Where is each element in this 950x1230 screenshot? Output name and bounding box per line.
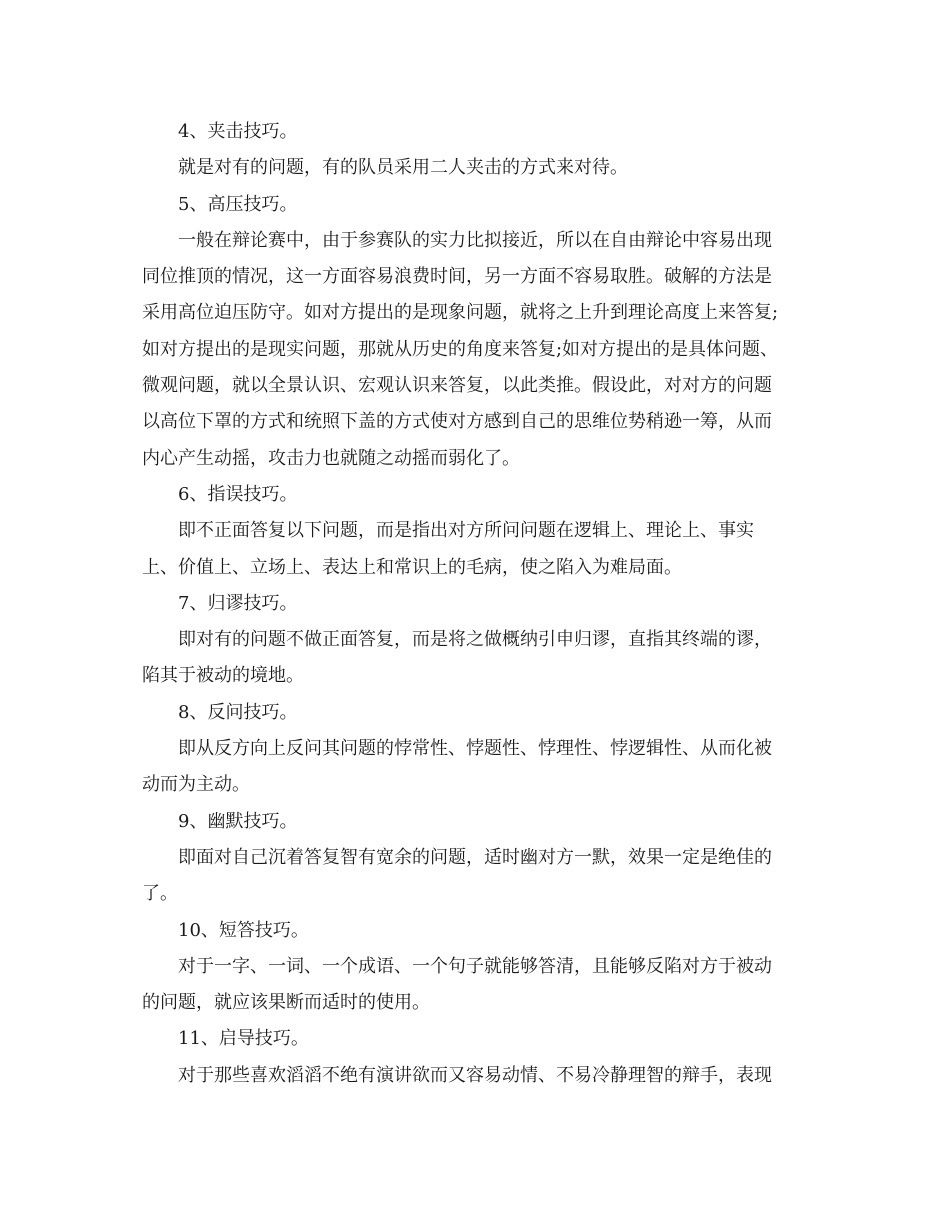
- paragraph-line: 即不正面答复以下问题，而是指出对方所问问题在逻辑上、理论上、事实: [178, 520, 754, 542]
- paragraph-line: 就是对有的问题，有的队员采用二人夹击的方式来对待。: [178, 157, 628, 179]
- heading-short-answer-technique: 10、短答技巧。: [178, 919, 309, 941]
- paragraph-line: 陷其于被动的境地。: [142, 665, 304, 687]
- paragraph-line: 一般在辩论赛中，由于参赛队的实力比拟接近，所以在自由辩论中容易出现: [178, 229, 772, 251]
- heading-pointing-error-technique: 6、指误技巧。: [178, 483, 298, 505]
- heading-pincer-technique: 4、夹击技巧。: [178, 121, 298, 142]
- paragraph-line: 如对方提出的是现实问题，那就从历史的角度来答复;如对方提出的是具体问题、: [142, 338, 779, 360]
- heading-rhetorical-question-technique: 8、反问技巧。: [178, 701, 298, 723]
- paragraph-line: 即对有的问题不做正面答复，而是将之做概纳引申归谬，直指其终端的谬，: [178, 629, 772, 651]
- paragraph-line: 动而为主动。: [142, 774, 250, 796]
- paragraph-line: 对于那些喜欢滔滔不绝有演讲欲而又容易动情、不易冷静理智的辩手，表现: [178, 1064, 772, 1086]
- heading-reductio-technique: 7、归谬技巧。: [178, 592, 298, 614]
- paragraph-line: 采用高位迫压防守。如对方提出的是现象问题，就将之上升到理论高度上来答复;: [142, 302, 779, 324]
- paragraph-line: 上、价值上、立场上、表达上和常识上的毛病，使之陷入为难局面。: [142, 556, 682, 578]
- paragraph-line: 微观问题，就以全景认识、宏观认识来答复，以此类推。假设此，对对方的问题: [142, 375, 772, 397]
- heading-guidance-technique: 11、启导技巧。: [178, 1028, 309, 1050]
- paragraph-line: 同位推顶的情况，这一方面容易浪费时间，另一方面不容易取胜。破解的方法是: [142, 266, 772, 288]
- heading-high-pressure-technique: 5、高压技巧。: [178, 193, 298, 215]
- heading-humor-technique: 9、幽默技巧。: [178, 810, 298, 832]
- paragraph-line: 内心产生动摇，攻击力也就随之动摇而弱化了。: [142, 447, 520, 469]
- paragraph-line: 了。: [142, 883, 178, 905]
- document-body: [142, 114, 802, 1094]
- paragraph-line: 以高位下罩的方式和统照下盖的方式使对方感到自己的思维位势稍逊一筹，从而: [142, 411, 772, 433]
- paragraph-line: 的问题，就应该果断而适时的使用。: [142, 992, 430, 1014]
- paragraph-line: 即从反方向上反问其问题的悖常性、悖题性、悖理性、悖逻辑性、从而化被: [178, 738, 772, 760]
- paragraph-line: 对于一字、一词、一个成语、一个句子就能够答清，且能够反陷对方于被动: [178, 955, 772, 977]
- paragraph-line: 即面对自己沉着答复智有宽余的问题，适时幽对方一默，效果一定是绝佳的: [178, 846, 772, 868]
